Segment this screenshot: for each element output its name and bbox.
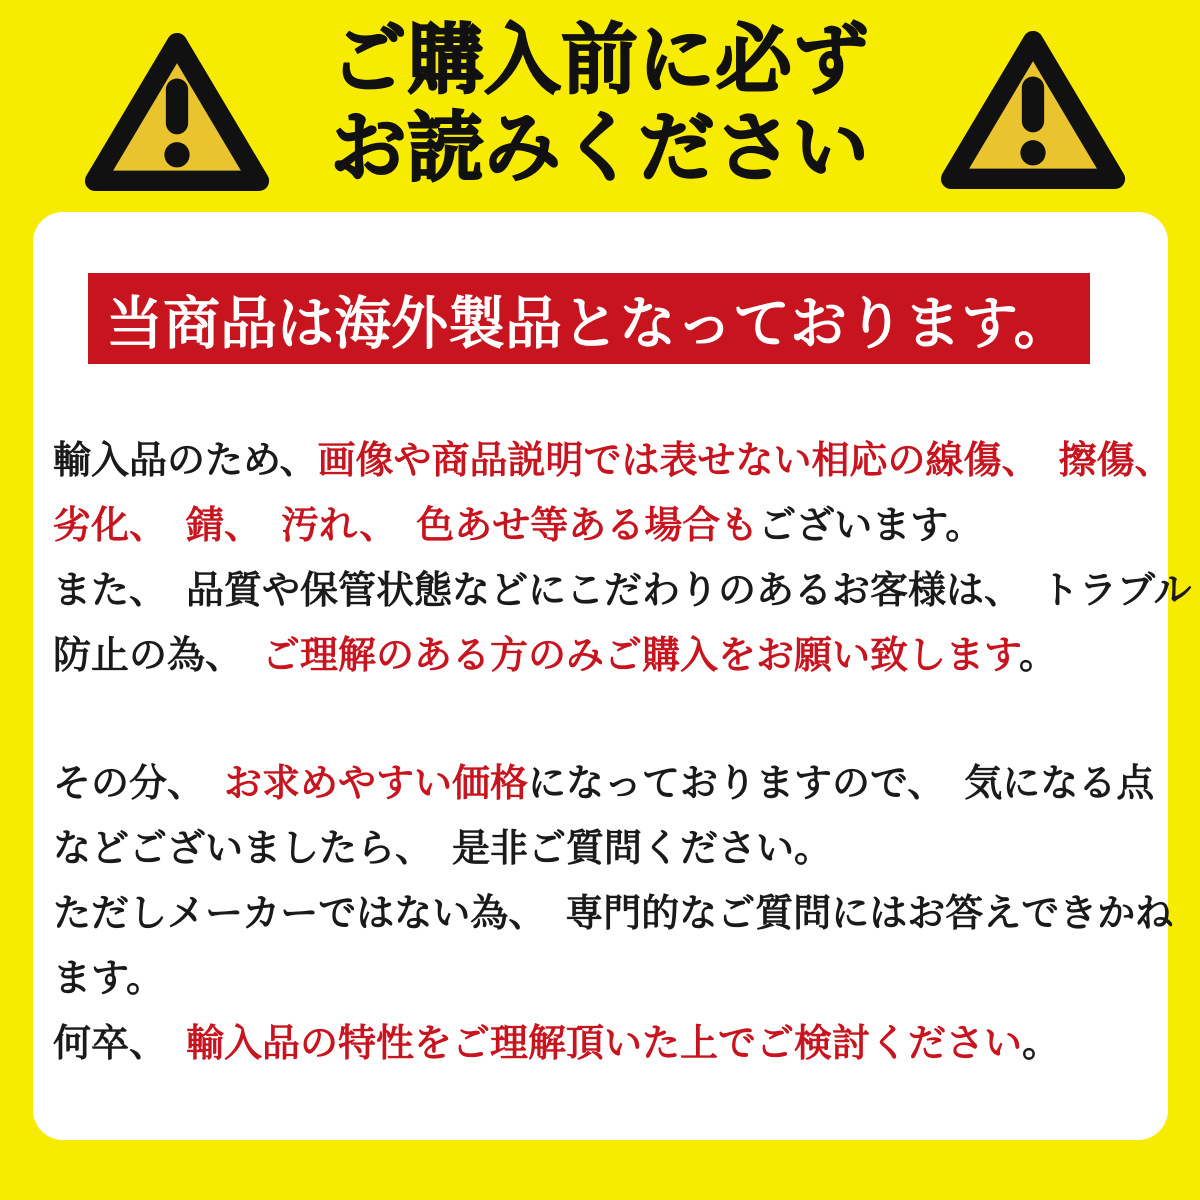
text-line	[53, 493, 1154, 558]
title-line-1: ご購入前に必ず	[330, 15, 870, 104]
text-segment-red: ご理解のある方のみご購入をお願い致します	[262, 633, 1019, 677]
overseas-product-banner	[88, 273, 1090, 364]
exclamation-dot	[1020, 140, 1045, 165]
text-segment-red: お求めやすい価格	[224, 761, 529, 805]
text-segment-black: また、 品質や保管状態などにこだわりのあるお客様は、 トラブル	[53, 568, 1192, 612]
content-panel	[33, 212, 1192, 1140]
text-line	[53, 816, 1154, 881]
text-line	[53, 946, 1154, 1011]
text-segment-black: などございましたら、 是非ご質問ください。	[53, 826, 833, 870]
text-segment-black: ます。	[53, 956, 164, 1000]
text-line	[53, 623, 1154, 688]
exclamation-bar	[1022, 77, 1044, 133]
text-segment-black: 何卒、	[53, 1021, 187, 1065]
paragraph	[53, 428, 1192, 688]
exclamation-bar	[166, 79, 188, 135]
body-text	[53, 428, 1192, 1076]
text-segment-black: ただしメーカーではない為、 専門的なご質問にはお答えできかね	[53, 891, 1174, 935]
text-segment-black: ございます。	[758, 503, 984, 547]
text-line	[53, 881, 1174, 946]
text-line	[53, 751, 1154, 816]
text-segment-black: 防止の為、	[53, 633, 263, 677]
paragraph	[53, 751, 1174, 1076]
text-segment-black: 。	[1022, 1021, 1061, 1065]
page-title	[290, 16, 910, 192]
text-line	[53, 1011, 1154, 1076]
text-segment-black: になっておりますので、 気になる点	[528, 761, 1155, 805]
warning-triangle-icon	[84, 26, 270, 198]
text-segment-black: その分、	[53, 761, 225, 805]
text-segment-black: 輸入品のため、	[53, 438, 318, 482]
text-segment-black: 。	[1018, 633, 1057, 677]
text-segment-red: 輸入品の特性をご理解頂いた上でご検討ください	[186, 1021, 1023, 1065]
warning-triangle-icon	[940, 24, 1126, 196]
title-line-2: お読みください	[330, 103, 870, 192]
header	[0, 0, 1200, 212]
text-line	[53, 428, 1173, 493]
banner-text: 当商品は海外製品となっております。	[106, 290, 1071, 357]
text-line	[53, 558, 1192, 623]
text-segment-red: 画像や商品説明では表せない相応の線傷、 擦傷、	[317, 438, 1173, 482]
exclamation-dot	[164, 142, 189, 167]
text-segment-red: 劣化、 錆、 汚れ、 色あせ等ある場合も	[53, 503, 759, 547]
